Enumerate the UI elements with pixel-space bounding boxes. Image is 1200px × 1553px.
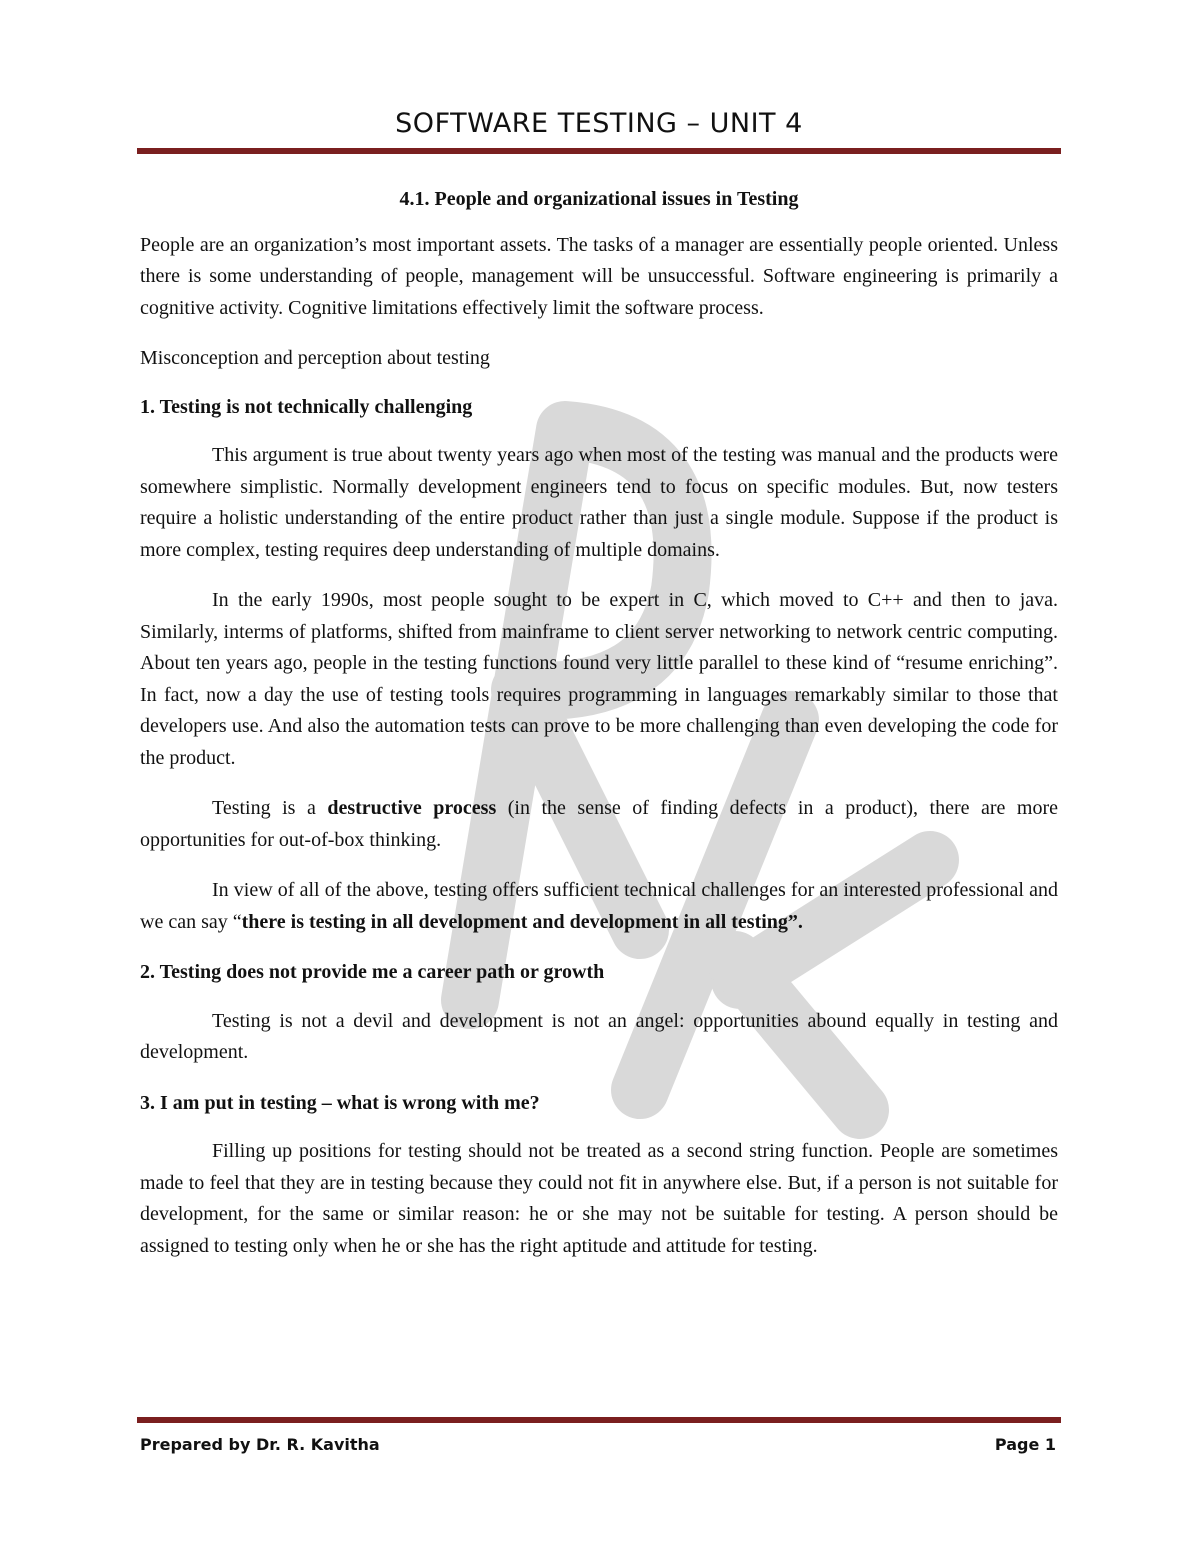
destructive-process-emphasis: destructive process (327, 797, 497, 819)
intro-paragraph: People are an organization’s most important assets. The tasks of a manager are essentially people oriented. Unless there is some understanding of people, management will be unsuccessful. Software engineering is primarily a cognitive activity. Cognitive limitations effectively limit the software process. (140, 233, 1058, 319)
page-footer (140, 1435, 1056, 1454)
page-header-title: SOFTWARE TESTING – UNIT 4 (395, 108, 803, 139)
point-1-heading: 1. Testing is not technically challenging (140, 395, 473, 418)
point-1-paragraph-3-end: (in the sense of finding defects in a product), there are more opportunities for out-of-box thinking. (140, 797, 1059, 851)
point-3-heading: 3. I am put in testing – what is wrong with me? (140, 1091, 540, 1114)
section-title: 4.1. People and organizational issues in Testing (399, 188, 799, 210)
point-2-heading: 2. Testing does not provide me a career path or growth (140, 961, 605, 983)
point-3-paragraph-1: Filling up positions for testing should not be treated as a second string function. People are sometimes made to feel that they are in testing because they could not fit in anywhere else. But, if a person is not suitable for development, for the same or similar reason: he or she may not be suitable for testing. A person should be assigned to testing only when he or she has the right aptitude and attitude for testing. (140, 1140, 1058, 1257)
point-1-paragraph-4 (140, 875, 1058, 938)
header-rule (137, 148, 1061, 154)
point-1-paragraph-3 (140, 793, 1058, 856)
page-number: Page 1 (994, 1435, 1056, 1454)
point-1-paragraph-1: This argument is true about twenty years ago when most of the testing was manual and the products were somewhere simplistic. Normally development engineers tend to focus on specific modules. But, now testers require a holistic understanding of the entire product rather than just a single module. Suppose if the product is more complex, testing requires deep understanding of multiple domains. (140, 444, 1058, 561)
document-body (140, 184, 1058, 1281)
misconception-label: Misconception and perception about testing (140, 347, 490, 369)
testing-quote-emphasis: there is testing in all development and development in all testing”. (241, 910, 803, 933)
point-2-paragraph-1: Testing is not a devil and development is not an angel: opportunities abound equally in testing and development. (140, 1009, 1058, 1063)
footer-rule (137, 1417, 1061, 1423)
prepared-by: Prepared by Dr. R. Kavitha (140, 1435, 380, 1454)
point-1-paragraph-4-start: In view of all of the above, testing offers sufficient technical challenges for an interested professional and we can say “ (140, 879, 1058, 933)
point-1-paragraph-3-start: Testing is a (212, 797, 328, 819)
point-1-paragraph-2: In the early 1990s, most people sought to be expert in C, which moved to C++ and then to java. Similarly, interms of platforms, shifted from mainframe to client server networking to network centric computing. About ten years ago, people in the testing functions found very little parallel to these kind of “resume enriching”. In fact, now a day the use of testing tools requires programming in languages remarkably similar to those that developers use. And also the automation tests can prove to be more challenging than even developing the code for the product. (140, 589, 1058, 769)
